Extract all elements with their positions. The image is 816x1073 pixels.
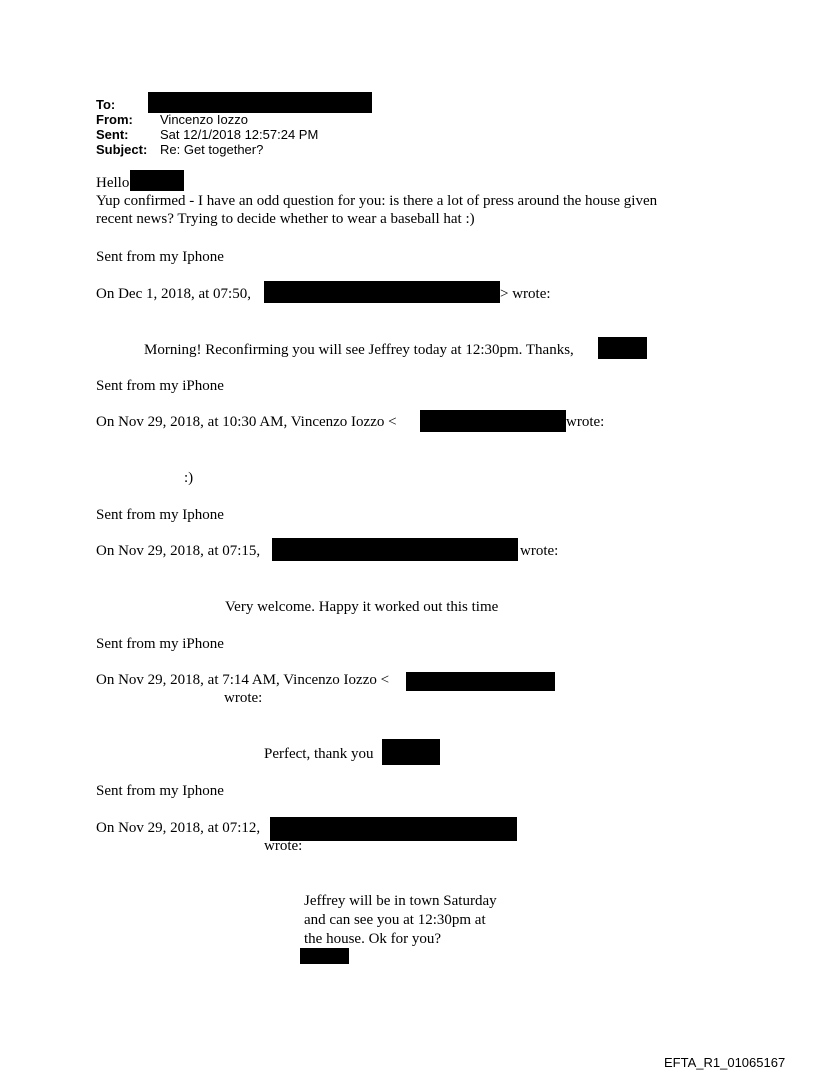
signature-4: Sent from my iPhone xyxy=(96,636,224,652)
sent-value: Sat 12/1/2018 12:57:24 PM xyxy=(160,127,319,142)
quote-4-header-end: wrote: xyxy=(224,690,263,706)
signature-2: Sent from my iPhone xyxy=(96,378,224,394)
redaction-q5-signoff xyxy=(300,948,349,964)
quote-3-header-end: wrote: xyxy=(520,543,559,559)
document-id: EFTA_R1_01065167 xyxy=(664,1055,786,1070)
redaction-q1-signoff xyxy=(598,337,647,359)
quote-3-text: Very welcome. Happy it worked out this time xyxy=(225,599,499,615)
redaction-to xyxy=(148,92,372,113)
redaction-q2-email xyxy=(420,410,566,432)
redaction-q5-sender xyxy=(270,817,517,841)
signature-5: Sent from my Iphone xyxy=(96,783,224,799)
redaction-q4-name xyxy=(382,739,440,765)
quote-1-header xyxy=(96,285,251,303)
subject-label: Subject: xyxy=(96,142,148,157)
to-label: To: xyxy=(96,97,116,112)
signature-1: Sent from my Iphone xyxy=(96,249,224,265)
quote-5-line-2: and can see you at 12:30pm at xyxy=(304,912,486,928)
quote-1-header-start: On Dec 1, 2018, at 07:50, xyxy=(96,286,251,302)
quote-4-text: Perfect, thank you xyxy=(264,746,374,762)
quote-2-text: :) xyxy=(184,470,194,486)
quote-1-header-end: > wrote: xyxy=(500,286,551,302)
signature-3: Sent from my Iphone xyxy=(96,507,224,523)
subject-value: Re: Get together? xyxy=(160,142,264,157)
redaction-greeting-name xyxy=(130,170,184,191)
sent-label: Sent: xyxy=(96,127,129,142)
quote-5-line-1: Jeffrey will be in town Saturday xyxy=(304,893,497,909)
quote-1-text: Morning! Reconfirming you will see Jeffrey today at 12:30pm. Thanks, xyxy=(144,342,574,358)
body-line-2: recent news? Trying to decide whether to wear a baseball hat :) xyxy=(96,211,475,227)
quote-5-header-start: On Nov 29, 2018, at 07:12, xyxy=(96,820,261,836)
greeting: Hello xyxy=(96,175,130,191)
quote-3-header-start: On Nov 29, 2018, at 07:15, xyxy=(96,543,261,559)
from-value: Vincenzo Iozzo xyxy=(160,112,248,127)
redaction-q3-sender xyxy=(272,538,518,561)
sent-row xyxy=(96,127,318,142)
body-line-1: Yup confirmed - I have an odd question for you: is there a lot of press around the house given xyxy=(96,193,658,209)
from-row xyxy=(96,112,248,127)
redaction-q1-sender xyxy=(264,281,500,303)
quote-2-header-start: On Nov 29, 2018, at 10:30 AM, Vincenzo Iozzo < xyxy=(96,414,397,430)
quote-5-header-end: wrote: xyxy=(264,838,303,854)
from-label: From: xyxy=(96,112,133,127)
redaction-q4-email xyxy=(406,672,555,691)
quote-4-header-start: On Nov 29, 2018, at 7:14 AM, Vincenzo Iozzo < xyxy=(96,672,390,688)
quote-2-header-end: wrote: xyxy=(566,414,605,430)
subject-row xyxy=(96,142,263,157)
quote-5-line-3: the house. Ok for you? xyxy=(304,931,442,947)
